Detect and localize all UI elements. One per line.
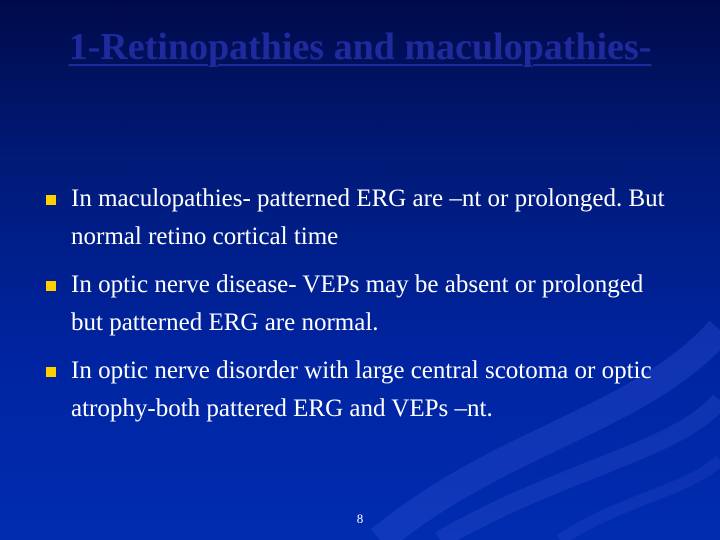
slide-title: 1-Retinopathies and maculopathies- xyxy=(68,26,652,68)
bullet-item xyxy=(44,352,674,428)
bullet-item xyxy=(44,180,674,256)
bullet-text: In optic nerve disorder with large central scotoma or optic atrophy-both pattered ERG and VEPs –nt. xyxy=(71,357,652,422)
bullet-text: In optic nerve disease- VEPs may be absent or prolonged but patterned ERG are normal. xyxy=(71,271,644,336)
square-bullet-icon xyxy=(46,281,56,291)
bullet-text: In maculopathies- patterned ERG are –nt or prolonged. But normal retino cortical time xyxy=(71,185,665,250)
square-bullet-icon xyxy=(46,195,56,205)
square-bullet-icon xyxy=(46,367,56,377)
bullet-list xyxy=(44,180,674,438)
page-number: 8 xyxy=(356,511,364,526)
bullet-item xyxy=(44,266,674,342)
